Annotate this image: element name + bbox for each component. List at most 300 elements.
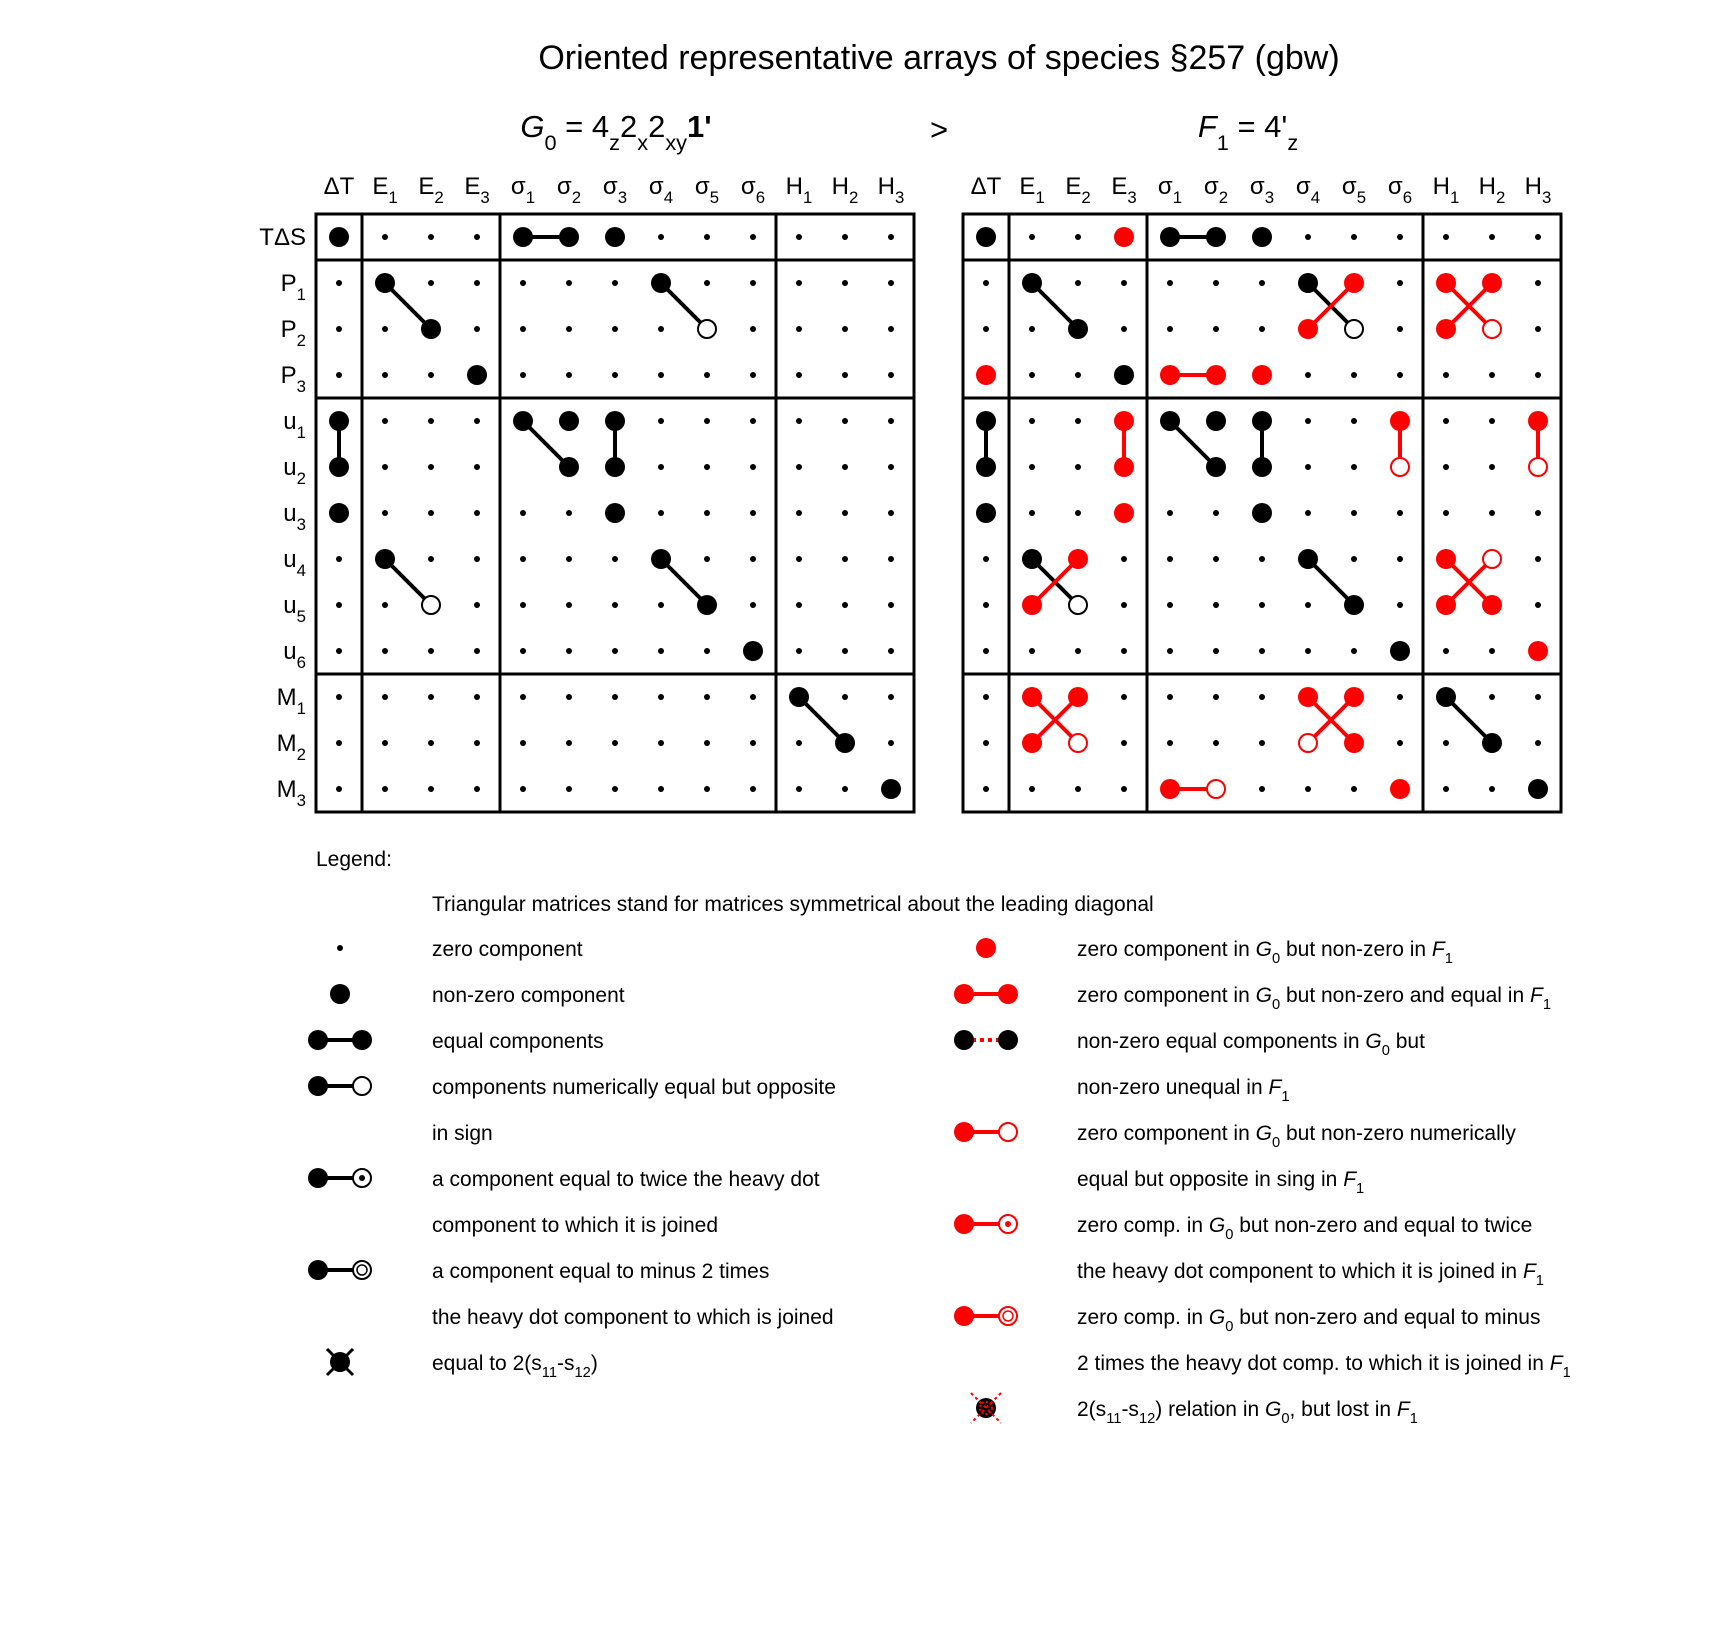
column-header-0: ΔT — [323, 173, 355, 200]
zero-component — [566, 280, 572, 286]
nonzero-component — [605, 457, 625, 477]
nonzero-component — [789, 687, 809, 707]
zero-component — [796, 786, 802, 792]
new-nonzero-component — [1022, 687, 1042, 707]
zero-component — [1167, 510, 1173, 516]
zero-component — [474, 326, 480, 332]
zero-component — [888, 280, 894, 286]
zero-component — [750, 602, 756, 608]
nonzero-component — [513, 411, 533, 431]
zero-component — [658, 464, 664, 470]
nonzero-component — [605, 503, 625, 523]
legend-text: component to which it is joined — [432, 1214, 718, 1237]
zero-component — [796, 326, 802, 332]
zero-component — [842, 372, 848, 378]
zero-component — [428, 418, 434, 424]
zero-component — [428, 372, 434, 378]
zero-component — [983, 556, 989, 562]
zero-component — [1213, 602, 1219, 608]
zero-component — [1075, 510, 1081, 516]
legend-item-red-minus-two-pair — [954, 1306, 1571, 1381]
new-opposite-component — [1299, 734, 1317, 752]
column-header-1: $E_1$ — [1019, 173, 1045, 207]
row-header-1: $P_1$ — [280, 270, 306, 304]
column-header-12: $H_3$ — [877, 173, 905, 207]
zero-component — [520, 786, 526, 792]
zero-component — [566, 372, 572, 378]
zero-component — [796, 740, 802, 746]
zero-component — [1213, 740, 1219, 746]
legend-text: non-zero equal components in $G_0$ but — [1077, 1030, 1425, 1059]
zero-component — [1443, 740, 1449, 746]
new-nonzero-component — [1344, 733, 1364, 753]
zero-component — [842, 464, 848, 470]
nonzero-component — [835, 733, 855, 753]
zero-component — [1075, 418, 1081, 424]
symbol-center-dot — [1005, 1221, 1011, 1227]
zero-component — [1489, 510, 1495, 516]
symbol-heavy-dot — [954, 1030, 974, 1050]
zero-component — [520, 740, 526, 746]
nonzero-component — [1390, 641, 1410, 661]
new-nonzero-component — [1436, 319, 1456, 339]
zero-component — [750, 786, 756, 792]
zero-component — [474, 280, 480, 286]
links — [339, 237, 845, 743]
zero-component — [1121, 694, 1127, 700]
legend-item-heavy-dot — [330, 984, 625, 1007]
column-header-8: $\sigma_5$ — [1341, 173, 1367, 207]
zero-component — [1351, 418, 1357, 424]
column-header-6: $\sigma_3$ — [1249, 173, 1275, 207]
zero-component — [428, 280, 434, 286]
column-header-11: $H_2$ — [1478, 173, 1506, 207]
zero-component — [704, 372, 710, 378]
zero-component — [382, 602, 388, 608]
zero-component — [1305, 786, 1311, 792]
nonzero-component — [605, 411, 625, 431]
zero-component — [1121, 740, 1127, 746]
new-nonzero-component — [1114, 227, 1134, 247]
zero-component — [888, 556, 894, 562]
zero-component — [842, 602, 848, 608]
nonzero-component — [1160, 227, 1180, 247]
zero-component — [1305, 648, 1311, 654]
zero-component — [382, 326, 388, 332]
row-header-6: $u_3$ — [283, 500, 306, 534]
column-header-12: $H_3$ — [1524, 173, 1552, 207]
nonzero-component — [1252, 503, 1272, 523]
column-header-3: $E_3$ — [464, 173, 490, 207]
zero-component — [474, 418, 480, 424]
zero-component — [796, 418, 802, 424]
nonzero-component — [1436, 687, 1456, 707]
zero-component — [382, 510, 388, 516]
zero-component — [1397, 234, 1403, 240]
group-label-1: $F_1 = 4'_z$ — [1197, 109, 1299, 155]
diagram-title: Oriented representative arrays of species §257 (gbw) — [538, 39, 1340, 77]
new-nonzero-component — [1390, 411, 1410, 431]
new-nonzero-component — [1344, 687, 1364, 707]
zero-component — [888, 602, 894, 608]
zero-component — [1213, 556, 1219, 562]
row-header-8: $u_5$ — [283, 592, 306, 626]
zero-component — [1489, 786, 1495, 792]
zero-component — [1351, 372, 1357, 378]
column-header-0: ΔT — [970, 173, 1002, 200]
zero-component — [1305, 510, 1311, 516]
zero-component — [750, 326, 756, 332]
column-header-8: $\sigma_5$ — [694, 173, 720, 207]
zero-component — [983, 786, 989, 792]
zero-component — [1351, 234, 1357, 240]
zero-component — [336, 372, 342, 378]
new-nonzero-component — [1114, 503, 1134, 523]
zero-component — [566, 740, 572, 746]
nonzero-component — [976, 503, 996, 523]
zero-component — [888, 234, 894, 240]
legend-item-twice-pair — [308, 1168, 820, 1237]
zero-component — [1167, 602, 1173, 608]
zero-component — [382, 740, 388, 746]
zero-component — [474, 694, 480, 700]
zero-component — [1259, 602, 1265, 608]
zero-component — [1259, 556, 1265, 562]
legend-text: components numerically equal but opposite — [432, 1076, 836, 1099]
symbol-open-dot — [999, 1123, 1017, 1141]
new-nonzero-component — [1436, 273, 1456, 293]
zero-component — [520, 694, 526, 700]
nonzero-component — [651, 273, 671, 293]
new-opposite-component — [1483, 320, 1501, 338]
nonzero-component — [1528, 779, 1548, 799]
zero-component — [566, 326, 572, 332]
symbol-heavy-dot — [954, 1122, 974, 1142]
legend-text: zero comp. in $G_0$ but non-zero and equal to minus — [1077, 1306, 1541, 1335]
symbol-open-dot — [999, 1307, 1017, 1325]
group-label-0: $G_0 = 4_z2_x2_{xy}1'$ — [520, 109, 712, 155]
matrix-f1 — [963, 173, 1561, 812]
zero-component — [428, 556, 434, 562]
zero-component — [520, 510, 526, 516]
zero-component — [796, 556, 802, 562]
zero-component — [336, 648, 342, 654]
zero-component — [1351, 464, 1357, 470]
nonzero-component — [1206, 457, 1226, 477]
zero-component — [520, 648, 526, 654]
zero-component — [1305, 602, 1311, 608]
zero-component — [842, 280, 848, 286]
new-nonzero-component — [1068, 687, 1088, 707]
zero-component — [658, 418, 664, 424]
zero-component — [704, 648, 710, 654]
legend-note: Triangular matrices stand for matrices symmetrical about the leading diagonal — [432, 893, 1154, 916]
zero-component — [704, 556, 710, 562]
zero-component — [658, 510, 664, 516]
zero-component — [983, 326, 989, 332]
row-header-2: $P_2$ — [280, 316, 306, 350]
zero-component — [1213, 648, 1219, 654]
zero-component — [1305, 464, 1311, 470]
legend-text: zero component — [432, 938, 583, 961]
column-header-9: $\sigma_6$ — [1387, 173, 1413, 207]
symbol-heavy-dot — [954, 1306, 974, 1326]
zero-component — [1029, 786, 1035, 792]
zero-component — [704, 786, 710, 792]
zero-component — [1443, 510, 1449, 516]
zero-component — [1213, 694, 1219, 700]
zero-component — [750, 280, 756, 286]
zero-component — [796, 602, 802, 608]
zero-component — [612, 740, 618, 746]
column-header-7: $\sigma_4$ — [648, 173, 674, 207]
zero-component — [842, 326, 848, 332]
zero-component — [1029, 418, 1035, 424]
zero-component — [612, 648, 618, 654]
zero-component — [382, 464, 388, 470]
nonzero-component — [1298, 273, 1318, 293]
zero-component — [1443, 234, 1449, 240]
symbol-red-dot — [976, 938, 996, 958]
nonzero-component — [329, 457, 349, 477]
zero-component — [382, 694, 388, 700]
nonzero-component — [1252, 411, 1272, 431]
zero-component — [474, 602, 480, 608]
legend-item-dotted-pair — [954, 1030, 1425, 1105]
zero-component — [1535, 556, 1541, 562]
legend-text: $2(s_{11}-s_{12})$ relation in $G_0$, but lost in $F_1$ — [1077, 1398, 1418, 1427]
zero-component — [842, 556, 848, 562]
zero-component — [704, 418, 710, 424]
column-header-5: $\sigma_2$ — [1203, 173, 1229, 207]
new-nonzero-component — [1206, 365, 1226, 385]
zero-component — [1397, 602, 1403, 608]
new-nonzero-component — [1114, 457, 1134, 477]
legend-right-column — [954, 938, 1571, 1427]
zero-component — [336, 326, 342, 332]
legend-text: the heavy dot component to which is joined — [432, 1306, 834, 1329]
nonzero-component — [976, 457, 996, 477]
legend-text: the heavy dot component to which it is joined in $F_1$ — [1077, 1260, 1544, 1289]
symbol-center-dot — [359, 1175, 365, 1181]
zero-component — [1029, 464, 1035, 470]
zero-component — [750, 556, 756, 562]
column-header-2: $E_2$ — [1065, 173, 1091, 207]
zero-component — [1351, 510, 1357, 516]
nonzero-component — [559, 411, 579, 431]
zero-component — [1029, 510, 1035, 516]
new-nonzero-component — [1436, 595, 1456, 615]
legend-text: zero component in $G_0$ but non-zero and equal in $F_1$ — [1077, 984, 1551, 1013]
zero-component — [612, 556, 618, 562]
nonzero-component — [1482, 733, 1502, 753]
zero-component — [1397, 280, 1403, 286]
legend-item-lost-crossed-dot — [971, 1393, 1418, 1427]
row-header-10: $M_1$ — [276, 684, 306, 718]
symbol-heavy-dot — [954, 984, 974, 1004]
zero-component — [1029, 326, 1035, 332]
zero-component — [1535, 280, 1541, 286]
zero-component — [1075, 372, 1081, 378]
zero-component — [1489, 372, 1495, 378]
zero-component — [842, 418, 848, 424]
zero-component — [1489, 648, 1495, 654]
zero-component — [1489, 464, 1495, 470]
new-nonzero-component — [1482, 273, 1502, 293]
new-opposite-component — [1207, 780, 1225, 798]
symbol-small-dot — [337, 945, 343, 951]
zero-component — [474, 648, 480, 654]
nonzero-component — [1114, 365, 1134, 385]
zero-component — [1259, 326, 1265, 332]
zero-component — [1535, 326, 1541, 332]
zero-component — [382, 418, 388, 424]
legend-text: a component equal to twice the heavy dot — [432, 1168, 820, 1191]
nonzero-component — [743, 641, 763, 661]
nonzero-component — [1298, 549, 1318, 569]
zero-component — [704, 510, 710, 516]
new-nonzero-component — [1160, 365, 1180, 385]
nonzero-component — [375, 273, 395, 293]
zero-component — [1167, 326, 1173, 332]
zero-component — [428, 234, 434, 240]
zero-component — [750, 234, 756, 240]
zero-component — [1167, 694, 1173, 700]
new-nonzero-component — [1390, 779, 1410, 799]
zero-component — [520, 372, 526, 378]
column-header-10: $H_1$ — [785, 173, 813, 207]
zero-component — [428, 464, 434, 470]
new-nonzero-component — [1160, 779, 1180, 799]
zero-component — [983, 602, 989, 608]
zero-component — [1029, 648, 1035, 654]
zero-component — [1075, 648, 1081, 654]
zero-component — [888, 326, 894, 332]
new-nonzero-component — [1298, 319, 1318, 339]
zero-component — [750, 694, 756, 700]
zero-component — [1397, 326, 1403, 332]
nonzero-component — [976, 411, 996, 431]
zero-component — [796, 280, 802, 286]
legend-item-red-twice-pair — [954, 1214, 1544, 1289]
symbol-heavy-dot — [308, 1260, 328, 1280]
zero-component — [520, 280, 526, 286]
zero-component — [704, 694, 710, 700]
zero-component — [888, 648, 894, 654]
symbol-heavy-dot — [308, 1030, 328, 1050]
legend-left-column — [308, 938, 836, 1381]
legend-text: equal to $2(s_{11}-s_{12})$ — [432, 1352, 598, 1381]
zero-component — [1397, 740, 1403, 746]
new-opposite-component — [1391, 458, 1409, 476]
zero-component — [1535, 372, 1541, 378]
nonzero-component — [1022, 273, 1042, 293]
zero-component — [1075, 280, 1081, 286]
legend-item-crossed-dot — [327, 1349, 598, 1381]
zero-component — [382, 648, 388, 654]
zero-component — [336, 786, 342, 792]
zero-component — [983, 280, 989, 286]
zero-component — [1305, 234, 1311, 240]
zero-component — [1443, 786, 1449, 792]
zero-component — [1351, 786, 1357, 792]
zero-component — [1397, 510, 1403, 516]
zero-component — [566, 556, 572, 562]
zero-component — [888, 372, 894, 378]
zero-component — [612, 280, 618, 286]
new-nonzero-component — [1068, 549, 1088, 569]
zero-component — [658, 326, 664, 332]
zero-component — [1443, 372, 1449, 378]
zero-component — [1535, 510, 1541, 516]
column-header-1: $E_1$ — [372, 173, 398, 207]
zero-component — [1121, 280, 1127, 286]
symbol-heavy-dot — [998, 984, 1018, 1004]
zero-component — [1489, 234, 1495, 240]
zero-component — [474, 740, 480, 746]
zero-component — [888, 464, 894, 470]
legend-text: non-zero unequal in $F_1$ — [1077, 1076, 1290, 1105]
zero-component — [750, 740, 756, 746]
symbol-heavy-dot — [308, 1076, 328, 1096]
zero-component — [382, 786, 388, 792]
zero-component — [612, 326, 618, 332]
nonzero-component — [513, 227, 533, 247]
zero-component — [888, 694, 894, 700]
zero-component — [336, 740, 342, 746]
row-header-7: $u_4$ — [283, 546, 306, 580]
nonzero-component — [1252, 457, 1272, 477]
zero-component — [1305, 372, 1311, 378]
zero-component — [888, 510, 894, 516]
zero-component — [796, 464, 802, 470]
zero-component — [1029, 372, 1035, 378]
zero-component — [336, 602, 342, 608]
nonzero-component — [1160, 411, 1180, 431]
zero-component — [842, 694, 848, 700]
zero-component — [474, 234, 480, 240]
zero-component — [983, 740, 989, 746]
nonzero-component — [329, 411, 349, 431]
legend-item-minus-two-pair — [308, 1260, 834, 1329]
symbol-heavy-dot — [998, 1030, 1018, 1050]
opposite-component — [1069, 596, 1087, 614]
zero-component — [983, 694, 989, 700]
zero-component — [1167, 280, 1173, 286]
zero-component — [612, 602, 618, 608]
nonzero-component — [605, 227, 625, 247]
zero-component — [983, 648, 989, 654]
zero-component — [796, 510, 802, 516]
legend-text: zero component in $G_0$ but non-zero in $F_1$ — [1077, 938, 1453, 967]
row-header-0: TΔS — [259, 224, 306, 251]
legend-item-red-dot — [976, 938, 1453, 967]
zero-component — [842, 648, 848, 654]
zero-component — [520, 602, 526, 608]
new-nonzero-component — [1482, 595, 1502, 615]
nonzero-component — [559, 457, 579, 477]
zero-component — [1213, 326, 1219, 332]
zero-component — [842, 234, 848, 240]
nonzero-component — [1252, 227, 1272, 247]
new-nonzero-component — [976, 365, 996, 385]
zero-component — [888, 740, 894, 746]
zero-component — [658, 786, 664, 792]
nonzero-component — [1206, 411, 1226, 431]
zero-component — [1259, 694, 1265, 700]
zero-component — [1397, 556, 1403, 562]
new-nonzero-component — [1022, 595, 1042, 615]
